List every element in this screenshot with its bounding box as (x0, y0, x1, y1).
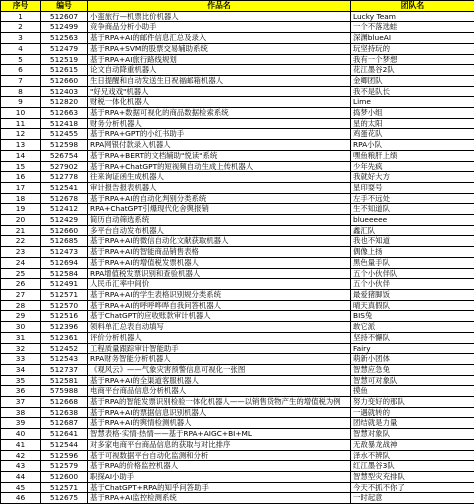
cell-title: 财务分析机器人 (88, 118, 351, 129)
cell-no: 27 (1, 289, 41, 300)
cell-code: 512412 (41, 204, 88, 215)
cell-team: 一时起意 (351, 493, 474, 504)
cell-no: 18 (1, 193, 41, 204)
cell-code: 512452 (41, 343, 88, 354)
cell-no: 21 (1, 225, 41, 236)
cell-title: 智慧表格·实情·热情——基于RPA+AIGC+BI+ML (88, 429, 351, 440)
cell-no: 46 (1, 493, 41, 504)
table-row (1, 375, 474, 386)
cell-no: 22 (1, 236, 41, 247)
cell-no: 17 (1, 182, 41, 193)
table-row (1, 439, 474, 450)
cell-title: 基于RPA+AI的票据信息识别机器人 (88, 407, 351, 418)
cell-code: 512519 (41, 54, 88, 65)
cell-no: 42 (1, 450, 41, 461)
cell-title: 多平台自动发布机器人 (88, 225, 351, 236)
cell-no: 41 (1, 439, 41, 450)
cell-team: 萌新小团体 (351, 354, 474, 365)
cell-title: 小蛮旅行—机票比价机器人 (88, 11, 351, 22)
cell-code: 512598 (41, 140, 88, 151)
cell-no: 37 (1, 397, 41, 408)
cell-code: 512660 (41, 75, 88, 86)
table-row (1, 75, 474, 86)
cell-code: 512668 (41, 397, 88, 408)
table-row (1, 182, 474, 193)
cell-team: 五个小伙伴队 (351, 268, 474, 279)
cell-code: 575988 (41, 386, 88, 397)
cell-team: Lucky Team (351, 11, 474, 22)
cell-no: 32 (1, 343, 41, 354)
cell-title: 工程质量跟踪审计智能助手 (88, 343, 351, 354)
cell-code: 527902 (41, 161, 88, 172)
table-row (1, 268, 474, 279)
cell-code: 512491 (41, 279, 88, 290)
cell-no: 2 (1, 22, 41, 33)
table-row (1, 354, 474, 365)
cell-team: 最爱猪脚饭 (351, 289, 474, 300)
cell-code: 512499 (41, 22, 88, 33)
cell-title: 职探AI小助手 (88, 471, 351, 482)
cell-title: 基于可视数据平台自动化监测和分析 (88, 450, 351, 461)
cell-title: 竞争商品分析小助手 (88, 22, 351, 33)
cell-title: 基于RPA+AI旅行路线规划 (88, 54, 351, 65)
cell-no: 8 (1, 86, 41, 97)
cell-title: 基于RPA+AI监控检测系统 (88, 493, 351, 504)
cell-code: 512600 (41, 471, 88, 482)
cell-team: 坚持不懈队 (351, 332, 474, 343)
cell-team: 努力变好的那队 (351, 397, 474, 408)
table-row (1, 364, 474, 375)
cell-team: 鸡蛋花队 (351, 129, 474, 140)
cell-no: 14 (1, 150, 41, 161)
cell-title: 基于RPA+ChatGPT的短视频自动生成上传机器人 (88, 161, 351, 172)
cell-title: 论文自动降重机器人 (88, 65, 351, 76)
cell-title: 基于RPA+数据可视化的商品数据检索系统 (88, 108, 351, 119)
cell-code: 512584 (41, 268, 88, 279)
table-row (1, 471, 474, 482)
cell-code: 512660 (41, 225, 88, 236)
cell-no: 9 (1, 97, 41, 108)
table-row (1, 54, 474, 65)
cell-no: 20 (1, 215, 41, 226)
cell-team: 偶像上扬 (351, 247, 474, 258)
cell-team: blueeeee (351, 215, 474, 226)
cell-title: 财税一体化机器人 (88, 97, 351, 108)
cell-team: 捣梦小组 (351, 108, 474, 119)
cell-team: 智慧可对象队 (351, 375, 474, 386)
cell-team: 智慧应急兔 (351, 364, 474, 375)
cell-no: 30 (1, 322, 41, 333)
table-row (1, 161, 474, 172)
cell-no: 15 (1, 161, 41, 172)
cell-no: 1 (1, 11, 41, 22)
table-row (1, 461, 474, 472)
cell-no: 5 (1, 54, 41, 65)
cell-code: 512544 (41, 439, 88, 450)
cell-code: 512403 (41, 86, 88, 97)
cell-code: 512663 (41, 108, 88, 119)
cell-no: 13 (1, 140, 41, 151)
cell-title: RPA增值税发票识别和查验机器人 (88, 268, 351, 279)
cell-no: 29 (1, 311, 41, 322)
cell-team: 少年先疯 (351, 161, 474, 172)
header-no: 序号 (1, 1, 41, 12)
table-row (1, 311, 474, 322)
table-row (1, 386, 474, 397)
cell-no: 19 (1, 204, 41, 215)
table-row (1, 493, 474, 504)
cell-title: 基于RPA+BERT的文档辅助"悦读"系统 (88, 150, 351, 161)
cell-team: 无敌暴龙战神 (351, 439, 474, 450)
cell-team: BIS兔 (351, 311, 474, 322)
table-row (1, 236, 474, 247)
cell-no: 12 (1, 129, 41, 140)
cell-no: 40 (1, 429, 41, 440)
cell-title: 基于RPA+AI的微信自动化文献获取机器人 (88, 236, 351, 247)
cell-team: RPA小队 (351, 140, 474, 151)
table-row (1, 97, 474, 108)
cell-code: 512638 (41, 407, 88, 418)
table-row (1, 482, 474, 493)
table-row (1, 65, 474, 76)
cell-code: 512607 (41, 11, 88, 22)
table-body (1, 11, 474, 503)
cell-team: 一个不落选蛙 (351, 22, 474, 33)
cell-team: Lime (351, 97, 474, 108)
cell-team: 我不是队长 (351, 86, 474, 97)
cell-no: 16 (1, 172, 41, 183)
cell-title: 基于RPA+AI的自动化判别分类系统 (88, 193, 351, 204)
cell-title: 基于RPA+SVM的股票交易辅助系统 (88, 43, 351, 54)
cell-team: 智慧对象队 (351, 429, 474, 440)
cell-code: 512615 (41, 65, 88, 76)
cell-team: Fairy (351, 343, 474, 354)
cell-team: 摸鱼 (351, 386, 474, 397)
table-row (1, 397, 474, 408)
cell-team: 左手不远处 (351, 193, 474, 204)
cell-no: 6 (1, 65, 41, 76)
cell-code: 512596 (41, 450, 88, 461)
cell-code: 512455 (41, 129, 88, 140)
table-row (1, 22, 474, 33)
cell-no: 45 (1, 482, 41, 493)
cell-no: 36 (1, 386, 41, 397)
cell-title: 基于RPA的智能发票识别检验一体化机器人——以销售货物产生的增值税为例 (88, 397, 351, 408)
cell-team: 团结就是力量 (351, 418, 474, 429)
cell-no: 10 (1, 108, 41, 119)
table-row (1, 129, 474, 140)
cell-code: 512579 (41, 461, 88, 472)
table-row (1, 204, 474, 215)
cell-code: 512778 (41, 172, 88, 183)
cell-team: 五个小伙伴 (351, 279, 474, 290)
cell-no: 7 (1, 75, 41, 86)
cell-title: 电商平台商品信息分析机器人 (88, 386, 351, 397)
table-row (1, 247, 474, 258)
cell-title: 基于RPA+AI的学生表格识别规分类系统 (88, 289, 351, 300)
cell-no: 39 (1, 418, 41, 429)
table-row (1, 86, 474, 97)
cell-team: 嘿鱼粮肝上绩 (351, 150, 474, 161)
cell-no: 38 (1, 407, 41, 418)
header-code: 编号 (41, 1, 88, 12)
cell-code: 512429 (41, 215, 88, 226)
cell-code: 512737 (41, 364, 88, 375)
table-row (1, 343, 474, 354)
cell-team: 玩坚持玩的 (351, 43, 474, 54)
table-row (1, 172, 474, 183)
table-row (1, 322, 474, 333)
cell-title: 基于ChatGPT的应收账款审计机器人 (88, 311, 351, 322)
cell-team: 深渊blueAI (351, 33, 474, 44)
cell-code: 512418 (41, 118, 88, 129)
cell-no: 31 (1, 332, 41, 343)
cell-code: 512820 (41, 97, 88, 108)
table-row (1, 418, 474, 429)
cell-title: RPA财务智能分析机器人 (88, 354, 351, 365)
cell-title: 基于RPA的价格监控机器人 (88, 461, 351, 472)
cell-team: 金卿团队 (351, 75, 474, 86)
cell-title: 基于RPA+AI的全渠道客服机器人 (88, 375, 351, 386)
cell-team: 星的太阳 (351, 118, 474, 129)
cell-team: 红江墨谷3队 (351, 461, 474, 472)
table-row (1, 429, 474, 440)
table-row (1, 33, 474, 44)
cell-team: 泽水不辨队 (351, 450, 474, 461)
cell-no: 4 (1, 43, 41, 54)
cell-no: 35 (1, 375, 41, 386)
table-row (1, 11, 474, 22)
cell-code: 512516 (41, 311, 88, 322)
cell-title: RPA网银付款录入机器人 (88, 140, 351, 151)
cell-team: 我也不知道 (351, 236, 474, 247)
table-row (1, 150, 474, 161)
cell-title: 领料单汇总表自动填写 (88, 322, 351, 333)
cell-code: 512571 (41, 289, 88, 300)
cell-team: 我就好大方 (351, 172, 474, 183)
table-row (1, 407, 474, 418)
cell-code: 512473 (41, 247, 88, 258)
cell-title: 基于RPA+AI的智能商品销售表格 (88, 247, 351, 258)
cell-code: 512479 (41, 43, 88, 54)
cell-title: "好兄戏戏"机器人 (88, 86, 351, 97)
cell-title: 简历自动筛选系统 (88, 215, 351, 226)
cell-title: 往来询证函生成机器人 (88, 172, 351, 183)
table-row (1, 225, 474, 236)
table-row (1, 289, 474, 300)
cell-code: 526754 (41, 150, 88, 161)
cell-team: 鑫汇队 (351, 225, 474, 236)
table-row (1, 450, 474, 461)
cell-code: 512571 (41, 482, 88, 493)
cell-team: 生不知道队 (351, 204, 474, 215)
cell-title: 基于RPA+GPT的小红书助手 (88, 129, 351, 140)
cell-code: 512678 (41, 193, 88, 204)
cell-team: 敢它派 (351, 322, 474, 333)
cell-team: 晴天真假队 (351, 300, 474, 311)
cell-title: 审计报告报表机器人 (88, 182, 351, 193)
cell-no: 23 (1, 247, 41, 258)
cell-no: 33 (1, 354, 41, 365)
cell-code: 512687 (41, 418, 88, 429)
table-row (1, 257, 474, 268)
cell-no: 26 (1, 279, 41, 290)
cell-no: 44 (1, 471, 41, 482)
cell-title: 基于RPA+AI的增值税发票机器人 (88, 257, 351, 268)
cell-title: 对多家电商平台商品信息的获取与对比排序 (88, 439, 351, 450)
cell-code: 512694 (41, 257, 88, 268)
table-row (1, 108, 474, 119)
table-row (1, 279, 474, 290)
cell-no: 25 (1, 268, 41, 279)
table-row (1, 215, 474, 226)
cell-team: 星印耍号 (351, 182, 474, 193)
cell-title: 《观风云》——气象灾害预警信息可视化一张图 (88, 364, 351, 375)
cell-no: 28 (1, 300, 41, 311)
table-row (1, 193, 474, 204)
header-team: 团队名 (351, 1, 474, 12)
cell-no: 43 (1, 461, 41, 472)
cell-title: 基于RPA+AI的舆情检测机器人 (88, 418, 351, 429)
cell-code: 512396 (41, 322, 88, 333)
table-row (1, 118, 474, 129)
cell-team: 花江墨谷2队 (351, 65, 474, 76)
cell-code: 512361 (41, 332, 88, 343)
cell-title: 生日提醒和自动发送生日祝福邮箱机器人 (88, 75, 351, 86)
cell-code: 512570 (41, 300, 88, 311)
cell-team: 智慧型灾充排队 (351, 471, 474, 482)
cell-team: 一遇就转的 (351, 407, 474, 418)
table-row (1, 43, 474, 54)
cell-title: 基于RPA+AI的呼呼哗哗自我问答机器人 (88, 300, 351, 311)
table-row (1, 140, 474, 151)
cell-code: 512563 (41, 33, 88, 44)
cell-title: 基于RPA+AI的邮件信息汇总及录入 (88, 33, 351, 44)
cell-title: 评价分析机器人 (88, 332, 351, 343)
cell-code: 512641 (41, 429, 88, 440)
cell-code: 512543 (41, 354, 88, 365)
cell-no: 34 (1, 364, 41, 375)
cell-code: 512675 (41, 493, 88, 504)
cell-title: 基于ChatGPT+RPA的知乎问答助手 (88, 482, 351, 493)
cell-no: 11 (1, 118, 41, 129)
cell-code: 512581 (41, 375, 88, 386)
cell-code: 512541 (41, 182, 88, 193)
cell-code: 512685 (41, 236, 88, 247)
table-row (1, 300, 474, 311)
table-row (1, 332, 474, 343)
cell-team: 今天不抓不你了 (351, 482, 474, 493)
cell-team: 黑色量手队 (351, 257, 474, 268)
cell-title: RPA+ChatGPT引爆现代化舍舆报销 (88, 204, 351, 215)
cell-team: 我有一个梦想 (351, 54, 474, 65)
header-row (1, 1, 474, 12)
cell-title: 人民币汇率中间价 (88, 279, 351, 290)
cell-no: 24 (1, 257, 41, 268)
header-title: 作品名 (88, 1, 351, 12)
cell-no: 3 (1, 33, 41, 44)
